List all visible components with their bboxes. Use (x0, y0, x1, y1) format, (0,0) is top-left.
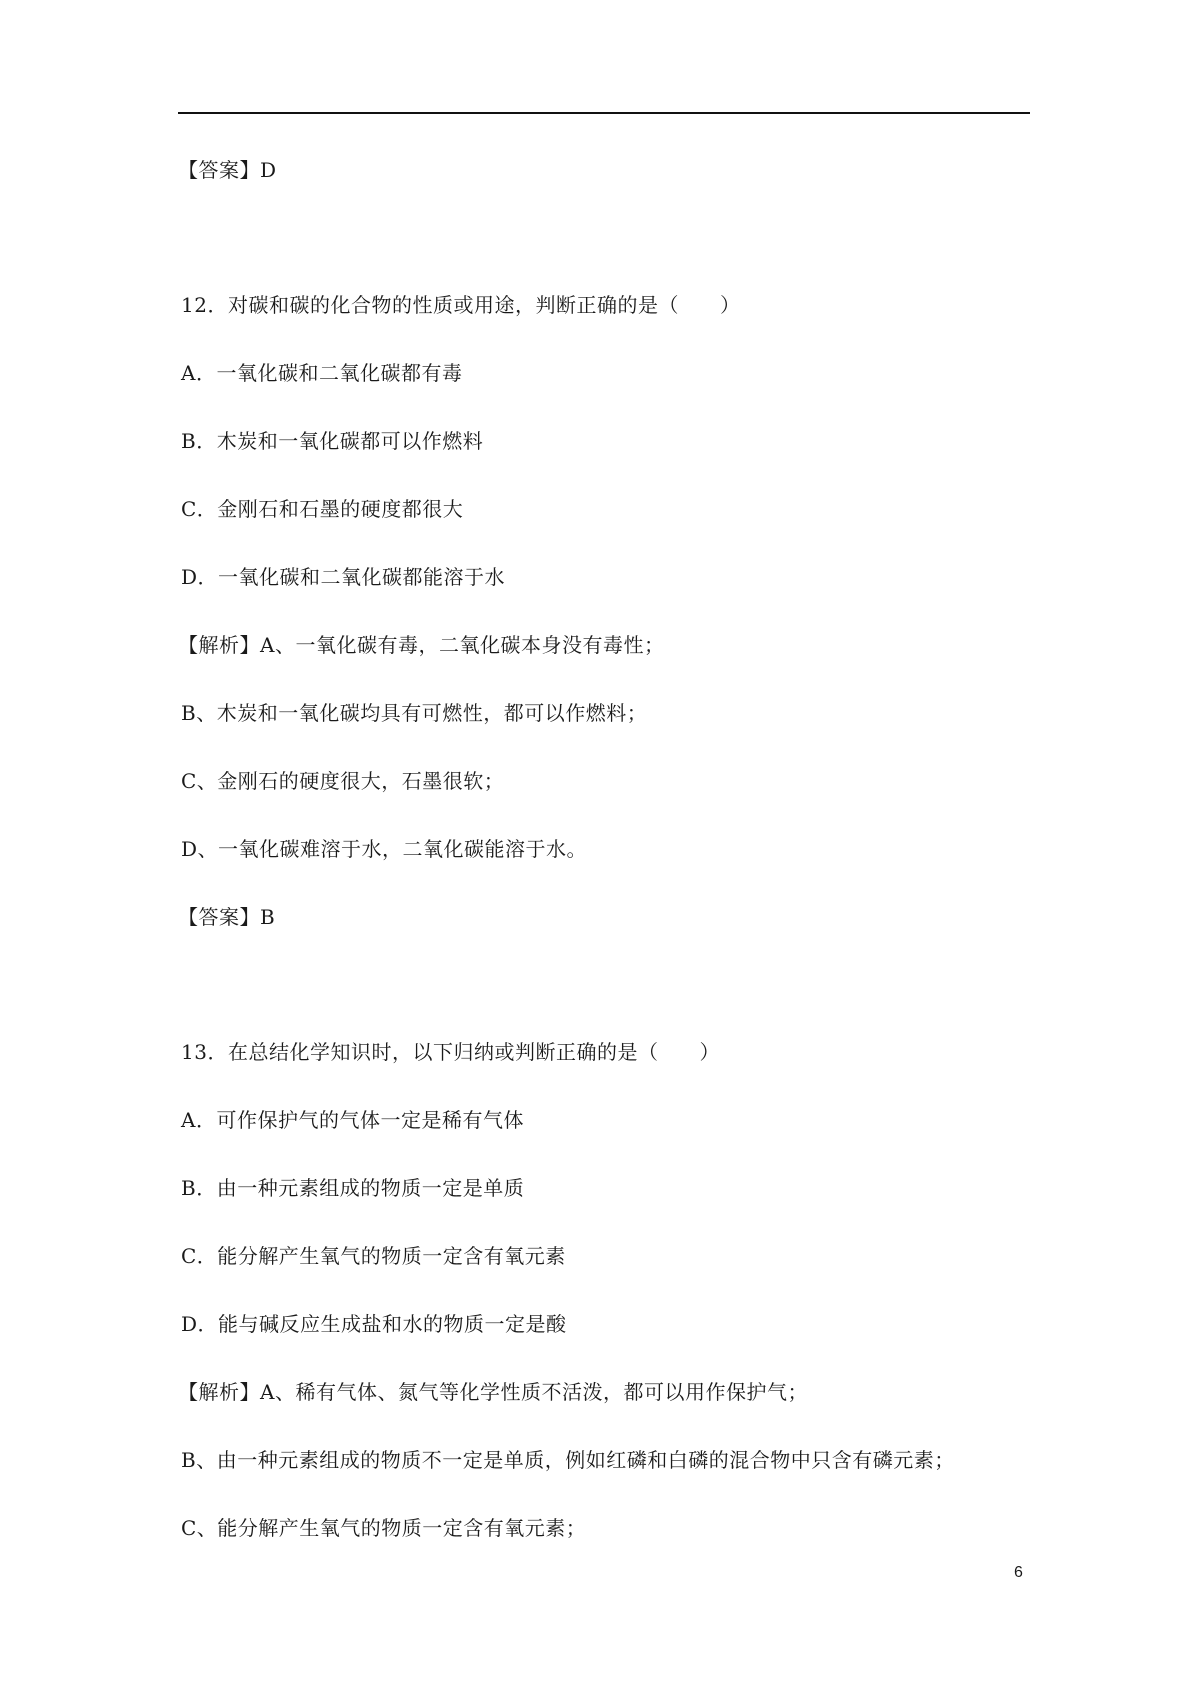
page-number: 6 (1014, 1564, 1023, 1581)
q12-option-c: C．金刚石和石墨的硬度都很大 (181, 497, 464, 521)
q12-option-a: A．一氧化碳和二氧化碳都有毒 (181, 361, 463, 385)
q12-analysis-d: D、一氧化碳难溶于水，二氧化碳能溶于水。 (181, 837, 588, 861)
answer-q12: 【答案】B (178, 905, 276, 929)
question-13: 13．在总结化学知识时，以下归纳或判断正确的是（ ） (181, 1040, 720, 1064)
answer-q11: 【答案】D (178, 158, 277, 182)
q12-analysis-a: 【解析】A、一氧化碳有毒，二氧化碳本身没有毒性； (178, 633, 665, 657)
q13-option-a: A．可作保护气的气体一定是稀有气体 (181, 1108, 524, 1132)
q13-option-b: B．由一种元素组成的物质一定是单质 (181, 1176, 525, 1200)
question-12: 12．对碳和碳的化合物的性质或用途，判断正确的是（ ） (181, 293, 741, 317)
q13-option-c: C．能分解产生氧气的物质一定含有氧元素 (181, 1244, 566, 1268)
q13-analysis-b: B、由一种元素组成的物质不一定是单质，例如红磷和白磷的混合物中只含有磷元素； (181, 1448, 955, 1472)
q12-analysis-b: B、木炭和一氧化碳均具有可燃性，都可以作燃料； (181, 701, 648, 725)
q12-option-d: D．一氧化碳和二氧化碳都能溶于水 (181, 565, 506, 589)
q12-analysis-c: C、金刚石的硬度很大，石墨很软； (181, 769, 505, 793)
q13-analysis-a: 【解析】A、稀有气体、氮气等化学性质不活泼，都可以用作保护气； (178, 1380, 808, 1404)
header-rule (178, 112, 1030, 114)
q13-option-d: D．能与碱反应生成盐和水的物质一定是酸 (181, 1312, 567, 1336)
q13-analysis-c: C、能分解产生氧气的物质一定含有氧元素； (181, 1516, 587, 1540)
q12-option-b: B．木炭和一氧化碳都可以作燃料 (181, 429, 484, 453)
